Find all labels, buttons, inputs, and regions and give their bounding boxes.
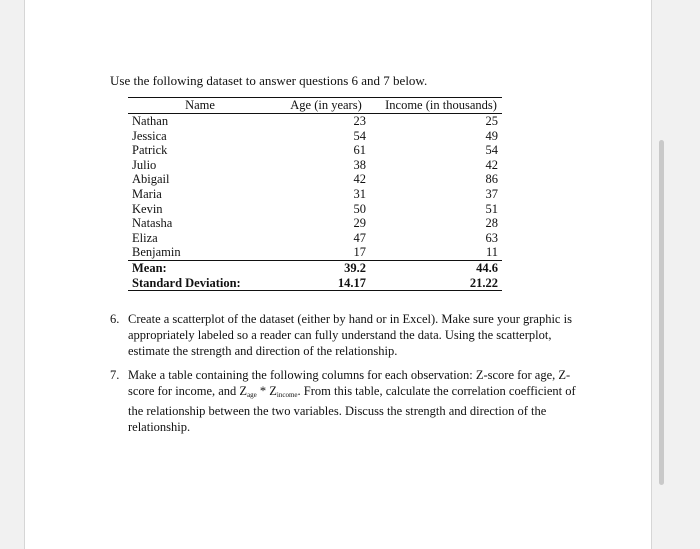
- mean-label: Mean:: [132, 260, 167, 275]
- question-number: 6.: [110, 312, 120, 326]
- table-row: [128, 245, 502, 260]
- cell-name: Kevin: [132, 201, 163, 216]
- cell-name: Maria: [132, 186, 162, 201]
- question-number: 7.: [110, 368, 120, 382]
- table-row: [128, 114, 502, 129]
- cell-age: 42: [353, 172, 366, 187]
- question-text-part: Make a table containing the following columns for each observation: Z-score for age, Z-score for income, and Z: [128, 368, 571, 398]
- question-list: [110, 311, 580, 443]
- sd-income: 21.22: [380, 276, 502, 291]
- question-6: [110, 311, 580, 359]
- cell-income: 25: [485, 114, 498, 128]
- header-age: Age (in years): [272, 98, 380, 114]
- cell-name: Julio: [132, 157, 157, 172]
- sd-row: [128, 276, 502, 291]
- cell-income: 37: [485, 186, 498, 201]
- table-row: [128, 187, 502, 202]
- subscript-income: income: [276, 391, 298, 399]
- cell-age: 47: [353, 230, 366, 245]
- cell-income: 86: [485, 172, 498, 187]
- header-name: Name: [128, 98, 272, 114]
- question-text-part: . From this table, calculate the correlation coefficient of the relationship between the two variables. Discuss the strength and direction of the relationship.: [128, 384, 576, 434]
- cell-age: 23: [353, 114, 366, 128]
- cell-name: Nathan: [132, 114, 169, 128]
- cell-income: 63: [485, 230, 498, 245]
- cell-age: 17: [272, 245, 380, 260]
- cell-age: 50: [353, 201, 366, 216]
- cell-name: Jessica: [132, 128, 167, 143]
- question-text: [128, 368, 576, 434]
- cell-age: 31: [353, 186, 366, 201]
- mean-age: 39.2: [344, 260, 366, 275]
- table-row: [128, 216, 502, 231]
- cell-name: Patrick: [132, 143, 168, 158]
- cell-age: 38: [353, 157, 366, 172]
- question-7: [110, 367, 580, 435]
- cell-age: 29: [353, 216, 366, 231]
- question-text-part: * Z: [256, 384, 277, 398]
- table-row: [128, 143, 502, 158]
- subscript-age: age: [247, 391, 257, 399]
- cell-income: 11: [380, 245, 502, 260]
- question-text: Create a scatterplot of the dataset (either by hand or in Excel). Make sure your graphic is appropriately labeled so a reader can fully understand the data. Using the scatterplot, estimate the strength and direction of the relationship.: [128, 312, 572, 358]
- cell-name: Eliza: [132, 230, 158, 245]
- cell-name: Abigail: [132, 172, 170, 187]
- cell-income: 42: [485, 157, 498, 172]
- table-row: [128, 231, 502, 246]
- dataset-table: [128, 97, 502, 291]
- header-income: Income (in thousands): [380, 98, 502, 114]
- mean-row: [128, 260, 502, 275]
- sd-age: 14.17: [272, 276, 380, 291]
- intro-text: Use the following dataset to answer questions 6 and 7 below.: [110, 73, 428, 88]
- cell-name: Benjamin: [128, 245, 272, 260]
- cell-income: 49: [485, 128, 498, 143]
- cell-income: 54: [485, 143, 498, 158]
- mean-income: 44.6: [476, 260, 498, 275]
- table-header-row: [128, 98, 502, 114]
- cell-income: 28: [485, 216, 498, 231]
- table-row: [128, 158, 502, 173]
- cell-name: Natasha: [132, 216, 173, 231]
- cell-income: 51: [485, 201, 498, 216]
- table-row: [128, 202, 502, 217]
- vertical-scrollbar[interactable]: [659, 140, 664, 485]
- sd-label: Standard Deviation:: [128, 276, 272, 291]
- cell-age: 61: [353, 143, 366, 158]
- table-row: [128, 172, 502, 187]
- table-row: [128, 129, 502, 144]
- cell-age: 54: [353, 128, 366, 143]
